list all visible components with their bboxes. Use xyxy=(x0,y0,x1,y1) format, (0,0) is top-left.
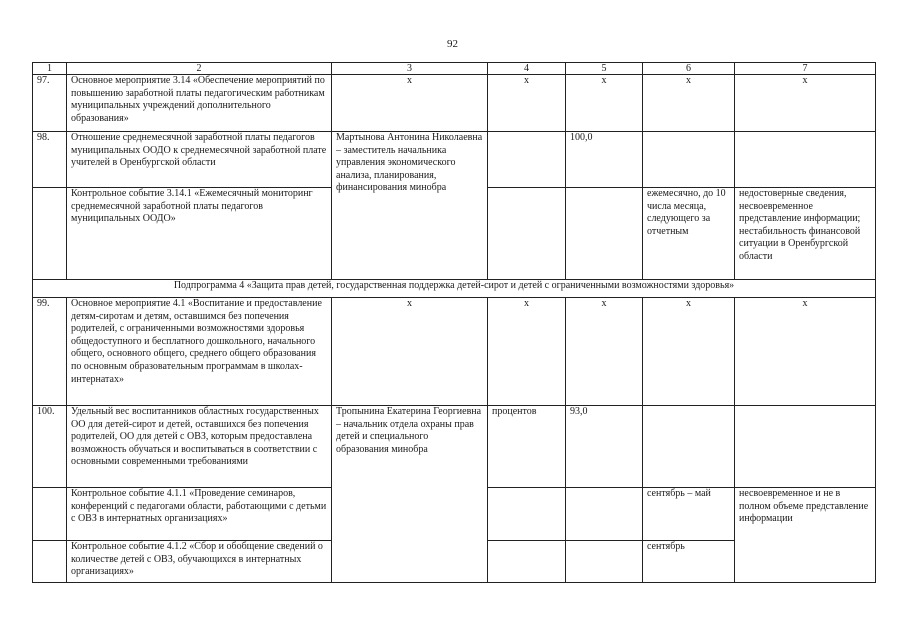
subprogram-title: Подпрограмма 4 «Защита прав детей, государственная поддержка детей-сирот и детей с ограниченными возможностями здоровья» xyxy=(33,280,876,298)
unit-cell: процентов xyxy=(488,406,566,488)
deadline-cell: х xyxy=(643,75,735,132)
table-row xyxy=(33,298,876,406)
unit-cell: х xyxy=(488,298,566,406)
row-number: 97. xyxy=(33,75,67,132)
risk-cell: х xyxy=(735,75,876,132)
risk-cell: х xyxy=(735,298,876,406)
unit-cell: х xyxy=(488,75,566,132)
unit-cell xyxy=(488,132,566,188)
value-cell xyxy=(566,541,643,583)
risk-cell xyxy=(735,406,876,488)
header-cell: 2 xyxy=(67,63,332,75)
page-number: 92 xyxy=(447,38,458,50)
deadline-cell xyxy=(643,132,735,188)
table-row xyxy=(33,132,876,188)
responsible-cell: Тропынина Екатерина Георгиевна – начальник отдела охраны прав детей и специального образования минобра xyxy=(332,406,488,583)
header-cell: 7 xyxy=(735,63,876,75)
activity-title: Основное мероприятие 4.1 «Воспитание и предоставление детям-сиротам и детям, оставшимся без попечения родителей, с ограниченными возможностями здоровья общедоступного и бесплатного дошкольного, начального общего, основного общего, среднего общего образования по основным образовательным программам в школах-интернатах» xyxy=(67,298,332,406)
plan-table xyxy=(32,62,876,583)
event-title: Контрольное событие 4.1.1 «Проведение семинаров, конференций с педагогами области, работающими с детьми с ОВЗ в интернатных организациях» xyxy=(67,488,332,541)
unit-cell xyxy=(488,541,566,583)
value-cell: х xyxy=(566,298,643,406)
row-number: 99. xyxy=(33,298,67,406)
responsible-cell: х xyxy=(332,298,488,406)
header-row xyxy=(33,63,876,75)
subprogram-row xyxy=(33,280,876,298)
responsible-cell: х xyxy=(332,75,488,132)
row-number xyxy=(33,488,67,541)
deadline-cell: сентябрь – май xyxy=(643,488,735,541)
header-cell: 1 xyxy=(33,63,67,75)
indicator-title: Отношение среднемесячной заработной платы педагогов муниципальных ООДО к среднемесячной заработной плате учителей в Оренбургской области xyxy=(67,132,332,188)
event-title: Контрольное событие 3.14.1 «Ежемесячный мониторинг среднемесячной заработной платы педагогов муниципальных ООДО» xyxy=(67,188,332,280)
activity-title: Основное мероприятие 3.14 «Обеспечение мероприятий по повышению заработной платы педагогическим работникам муниципальных учреждений дополнительного образования» xyxy=(67,75,332,132)
table-row xyxy=(33,75,876,132)
value-cell: х xyxy=(566,75,643,132)
row-number: 100. xyxy=(33,406,67,488)
value-cell: 93,0 xyxy=(566,406,643,488)
risk-cell: недостоверные сведения, несвоевременное представление информации; нестабильность финансовой ситуации в Оренбургской области xyxy=(735,188,876,280)
value-cell xyxy=(566,488,643,541)
row-number: 98. xyxy=(33,132,67,188)
responsible-cell: Мартынова Антонина Николаевна – заместитель начальника управления экономического анализа, планирования, финансирования минобра xyxy=(332,132,488,280)
row-number xyxy=(33,541,67,583)
header-cell: 6 xyxy=(643,63,735,75)
risk-cell xyxy=(735,132,876,188)
deadline-cell: х xyxy=(643,298,735,406)
header-cell: 4 xyxy=(488,63,566,75)
row-number xyxy=(33,188,67,280)
event-title: Контрольное событие 4.1.2 «Сбор и обобщение сведений о количестве детей с ОВЗ, обучающихся в интернатных организациях» xyxy=(67,541,332,583)
deadline-cell xyxy=(643,406,735,488)
risk-cell: несвоевременное и не в полном объеме представление информации xyxy=(735,488,876,583)
unit-cell xyxy=(488,488,566,541)
value-cell xyxy=(566,188,643,280)
unit-cell xyxy=(488,188,566,280)
table-row xyxy=(33,406,876,488)
deadline-cell: ежемесячно, до 10 числа месяца, следующего за отчетным xyxy=(643,188,735,280)
value-cell: 100,0 xyxy=(566,132,643,188)
indicator-title: Удельный вес воспитанников областных государственных ОО для детей-сирот и детей, оставшихся без попечения родителей, ОО для детей с ОВЗ, которым предоставлена возможность обучаться и воспитываться в соответствии с основными современными требованиями xyxy=(67,406,332,488)
deadline-cell: сентябрь xyxy=(643,541,735,583)
header-cell: 3 xyxy=(332,63,488,75)
header-cell: 5 xyxy=(566,63,643,75)
